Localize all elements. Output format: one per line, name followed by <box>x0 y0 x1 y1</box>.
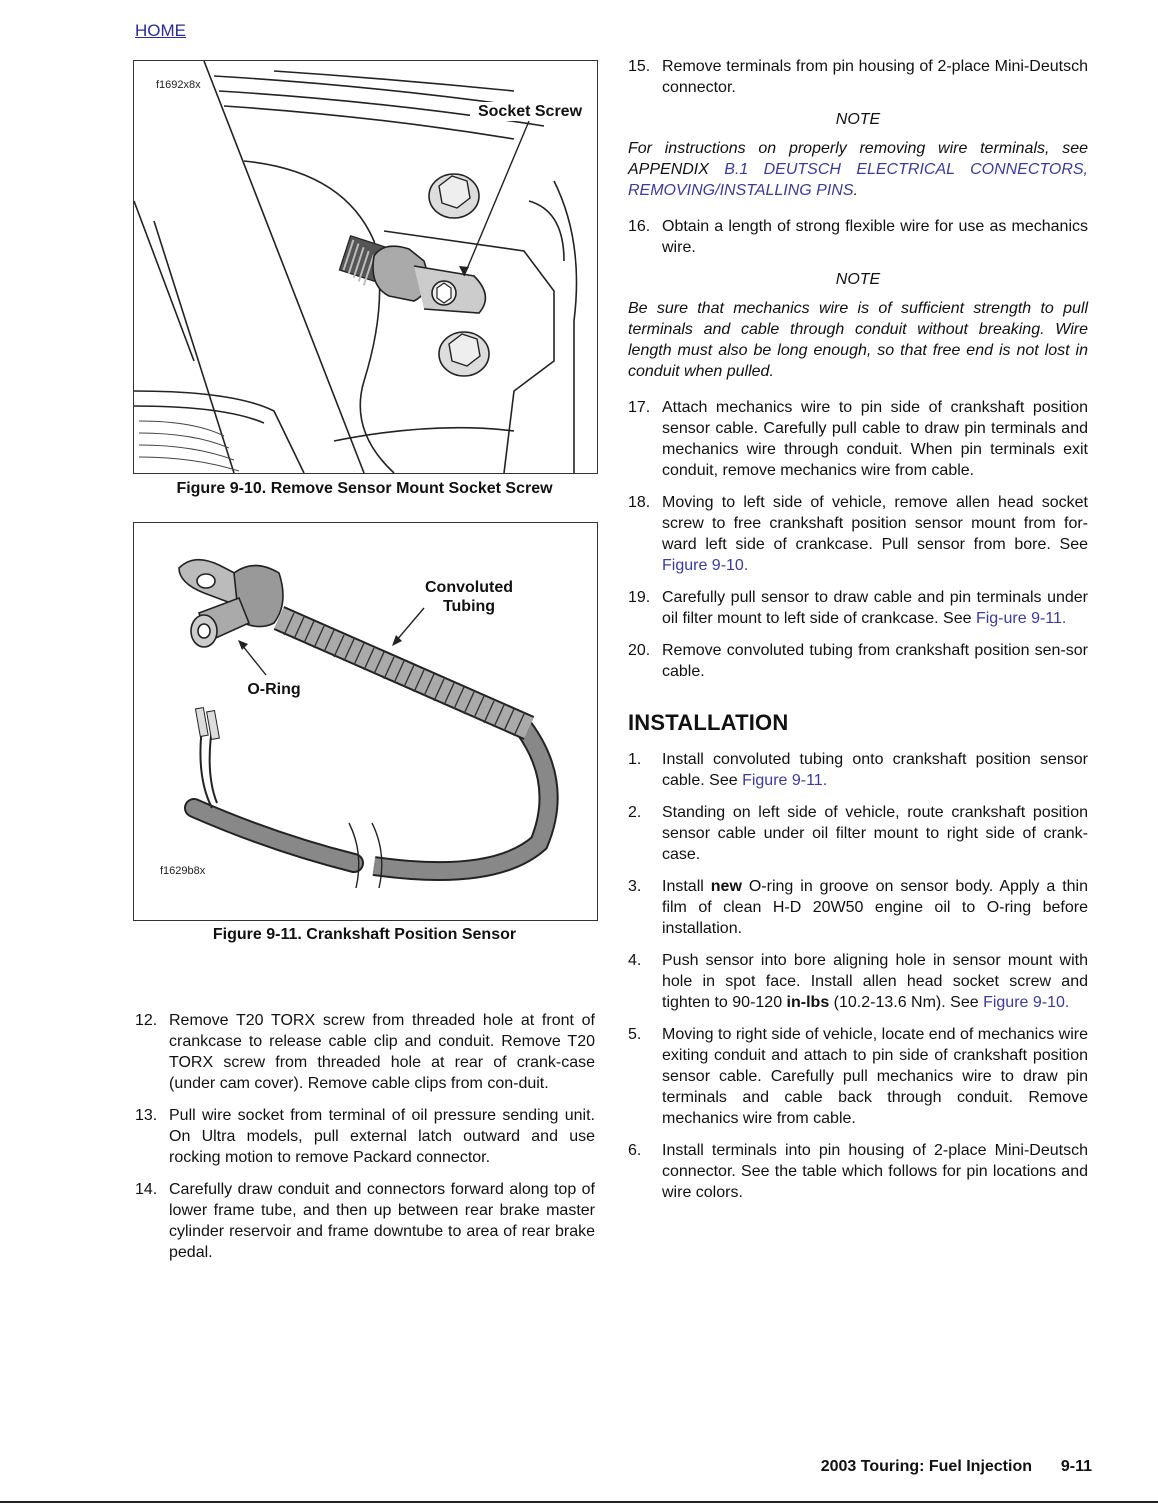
step-number: 4. <box>628 952 642 969</box>
step-body: Install convoluted tubing onto crankshaft position sensor cable. See <box>662 751 1088 789</box>
step-number: 16. <box>628 218 651 235</box>
step-text <box>662 749 1088 791</box>
install-step-3 <box>628 876 1088 939</box>
step-text: Standing on left side of vehicle, route crankshaft position sensor cable under oil filter mount to right side of crank-case. <box>662 804 1088 863</box>
step-text <box>662 876 1088 939</box>
step-number: 3. <box>628 878 642 895</box>
step-text: Remove convoluted tubing from crankshaft position sen-sor cable. <box>662 642 1088 680</box>
crankshaft-sensor-drawing <box>134 523 597 920</box>
step-text: Remove terminals from pin housing of 2-place Mini-Deutsch connector. <box>662 58 1088 96</box>
right-column <box>628 56 1088 1214</box>
step-number: 17. <box>628 399 651 416</box>
step-text: Attach mechanics wire to pin side of crankshaft position sensor cable. Carefully pull cable to draw pin terminals and mechanics wire through conduit. When pin terminals exit conduit, remove mechanics wire from cable. <box>662 399 1088 479</box>
figure-id-label: f1692x8x <box>156 79 201 91</box>
note-heading: NOTE <box>835 271 881 288</box>
callout-socket-screw: Socket Screw <box>470 102 590 121</box>
step-number: 12. <box>135 1012 158 1029</box>
step-19 <box>628 587 1088 629</box>
figure-9-10-link[interactable]: Figure 9-10. <box>662 557 749 574</box>
figure-9-11-link[interactable]: Fig-ure 9-11. <box>975 610 1067 627</box>
step-16 <box>628 216 1088 258</box>
callout-convoluted-tubing-line2: Tubing <box>442 598 496 615</box>
installation-heading: INSTALLATION <box>628 710 789 735</box>
step-body: Moving to left side of vehicle, remove allen head socket screw to free crankshaft position sensor mount from for-ward left side of crankcase. Pull sensor from bore. See <box>662 494 1088 553</box>
step-text: Pull wire socket from terminal of oil pressure sending unit. On Ultra models, pull external latch outward and use rocking motion to remove Packard connector. <box>169 1107 595 1166</box>
step-body: Push sensor into bore aligning hole in sensor mount with hole in spot face. Install allen head socket screw and tighten to 90-120 <box>662 952 1088 1011</box>
figure-9-11-link[interactable]: Figure 9-11. <box>742 772 828 789</box>
emphasis-in-lbs: in-lbs <box>786 994 830 1011</box>
step-12 <box>135 1010 595 1094</box>
step-number: 5. <box>628 1026 642 1043</box>
step-text: Moving to right side of vehicle, locate end of mechanics wire exiting conduit and attach to pin side of crankshaft position sensor cable. Carefully pull mechanics wire to draw pin terminals and cable back through conduit. Remove mechanics wire from cable. <box>662 1026 1088 1127</box>
figure-9-11-caption: Figure 9-11. Crankshaft Position Sensor <box>212 926 517 943</box>
figure-9-11-illustration <box>133 522 598 921</box>
step-number: 1. <box>628 751 642 768</box>
note-text: For instructions on properly removing wire terminals, see APPENDIX <box>628 140 1088 178</box>
figure-id-label: f1629b8x <box>160 865 206 877</box>
footer-page-number: 9-11 <box>1060 1458 1092 1475</box>
engine-sensor-mount-drawing <box>134 61 597 473</box>
note-heading: NOTE <box>835 111 881 128</box>
footer-manual-title: 2003 Touring: Fuel Injection <box>820 1458 1032 1475</box>
step-body: Install <box>662 878 711 895</box>
step-18 <box>628 492 1088 576</box>
step-15 <box>628 56 1088 98</box>
figure-9-10-illustration <box>133 60 598 474</box>
step-number: 6. <box>628 1142 642 1159</box>
step-body: Carefully pull sensor to draw cable and pin terminals under oil filter mount to left side of crankcase. See <box>662 589 1088 627</box>
figure-9-10-link[interactable]: Figure 9-10. <box>983 994 1070 1011</box>
figure-9-10-caption: Figure 9-10. Remove Sensor Mount Socket Screw <box>176 480 553 497</box>
step-body-end: O-ring in groove on sensor body. Apply a thin film of clean H-D 20W50 engine oil to O-ring before installation. <box>662 878 1088 937</box>
step-number: 18. <box>628 494 651 511</box>
footer-divider <box>0 1501 1158 1503</box>
install-step-5 <box>628 1024 1088 1129</box>
step-number: 19. <box>628 589 651 606</box>
step-13 <box>135 1105 595 1168</box>
callout-convoluted-tubing-line1: Convoluted <box>425 579 513 596</box>
home-link[interactable]: HOME <box>135 21 186 40</box>
callout-o-ring: O-Ring <box>247 681 301 698</box>
step-number: 15. <box>628 58 651 75</box>
step-number: 20. <box>628 642 651 659</box>
step-text <box>662 587 1088 629</box>
install-step-4 <box>628 950 1088 1013</box>
note-deutsch-instructions <box>628 138 1088 201</box>
appendix-b1-link[interactable]: B.1 DEUTSCH ELECTRICAL CONNECTORS, REMOVING/INSTALLING PINS <box>628 161 1089 199</box>
step-17 <box>628 397 1088 481</box>
step-number: 2. <box>628 804 642 821</box>
install-step-1 <box>628 749 1088 791</box>
step-text: Obtain a length of strong flexible wire for use as mechanics wire. <box>662 218 1088 256</box>
install-step-6 <box>628 1140 1088 1203</box>
note-mechanics-wire: Be sure that mechanics wire is of sufficient strength to pull terminals and cable through conduit without breaking. Wire length must also be long enough, so that free end is not lost in conduit when pulled. <box>628 300 1088 380</box>
step-text: Carefully draw conduit and connectors forward along top of lower frame tube, and then up between rear brake master cylinder reservoir and frame downtube to area of rear brake pedal. <box>169 1181 595 1261</box>
step-number: 13. <box>135 1107 158 1124</box>
step-14 <box>135 1179 595 1263</box>
step-text <box>662 950 1088 1013</box>
step-text <box>662 492 1088 576</box>
step-text: Remove T20 TORX screw from threaded hole at front of crankcase to release cable clip and conduit. Remove T20 TORX screw from threaded hole at rear of crank-case (under cam cover). Remove cable clips from con-duit. <box>169 1012 595 1092</box>
step-20 <box>628 640 1088 682</box>
left-column-steps <box>135 1010 595 1274</box>
emphasis-new: new <box>710 878 742 895</box>
note-text-end: . <box>853 182 858 199</box>
step-number: 14. <box>135 1181 158 1198</box>
install-step-2 <box>628 802 1088 865</box>
step-text: Install terminals into pin housing of 2-place Mini-Deutsch connector. See the table which follows for pin locations and wire colors. <box>662 1142 1088 1201</box>
step-body-end: (10.2-13.6 Nm). See <box>829 994 984 1011</box>
